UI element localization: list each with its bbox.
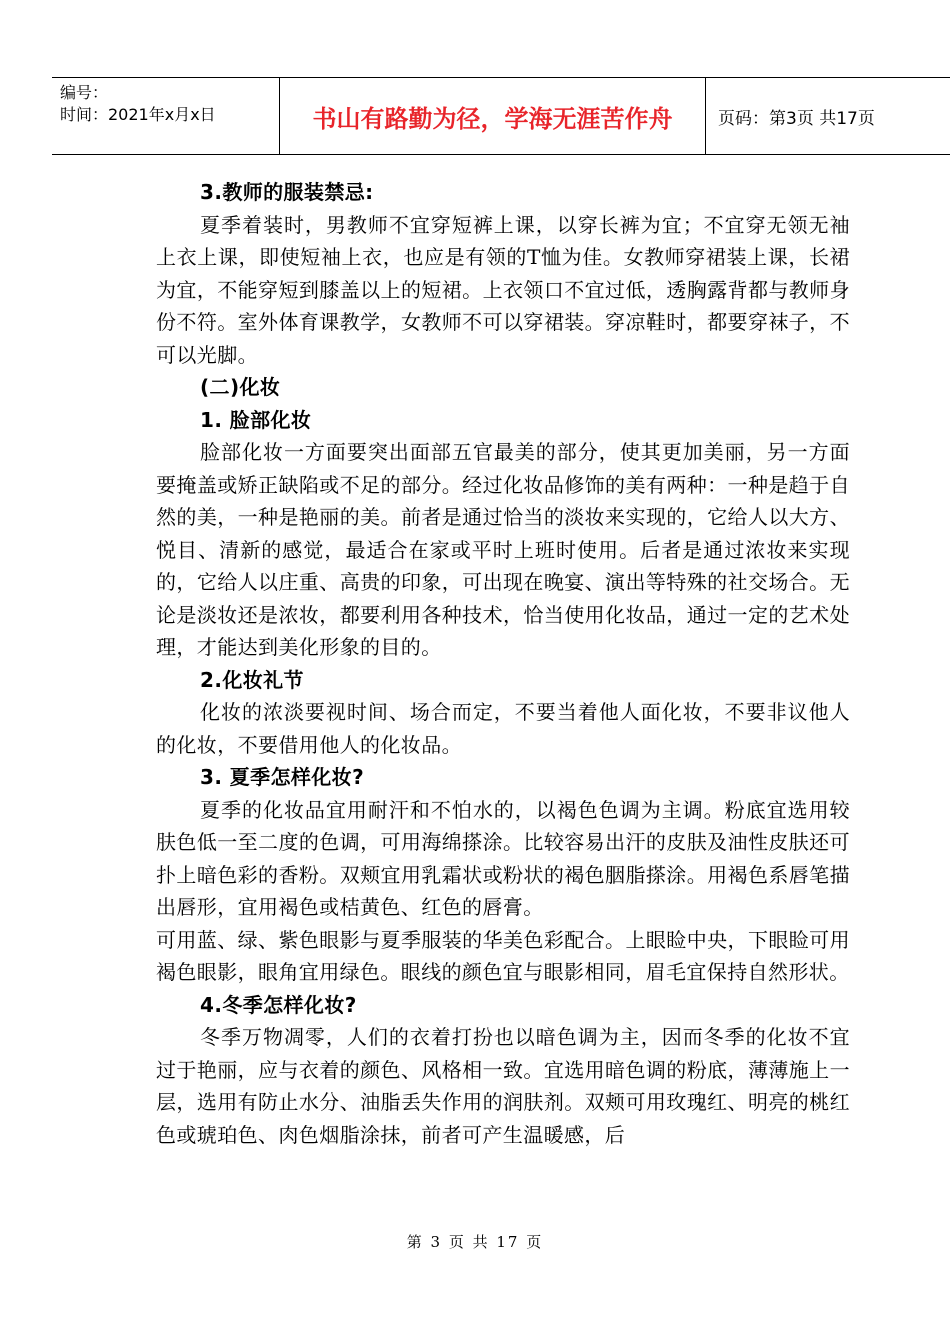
header-meta (52, 78, 280, 154)
section-heading: (二)化妆 (200, 375, 281, 399)
document-body (156, 176, 850, 1151)
body-paragraph: 冬季万物凋零，人们的衣着打扮也以暗色调为主，因而冬季的化妆不宜过于艳丽，应与衣着的颜色、风格相一致。宜选用暗色调的粉底，薄薄施上一层，选用有防止水分、油脂丢失作用的润肤剂。双颊可用玫瑰红、明亮的桃红色或琥珀色、肉色烟脂涂抹，前者可产生温暖感，后 (156, 1025, 850, 1147)
document-time-label: 时间：2021年x月x日 (60, 105, 216, 124)
section-heading: 3.教师的服装禁忌: (200, 180, 374, 204)
section-heading: 2.化妆礼节 (200, 667, 304, 692)
body-paragraph: 夏季着装时，男教师不宜穿短裤上课，以穿长裤为宜；不宜穿无领无袖上衣上课，即使短袖上衣，也应是有领的T恤为佳。女教师穿裙装上课，长裙为宜，不能穿短到膝盖以上的短裙。上衣领口不宜过低，透胸露背都与教师身份不符。室外体育课教学，女教师不可以穿裙装。穿凉鞋时，都要穿袜子，不可以光脚。 (156, 212, 850, 367)
document-number-label: 编号： (60, 83, 109, 102)
body-paragraph: 脸部化妆一方面要突出面部五官最美的部分，使其更加美丽，另一方面要掩盖或矫正缺陷或不足的部分。经过化妆品修饰的美有两种：一种是趋于自然的美，一种是艳丽的美。前者是通过恰当的淡妆来实现的，它给人以大方、悦目、清新的感觉，最适合在家或平时上班时使用。后者是通过浓妆来实现的，它给人以庄重、高贵的印象，可出现在晚宴、演出等特殊的社交场合。无论是淡妆还是浓妆，都要利用各种技术，恰当使用化妆品，通过一定的艺术处理，才能达到美化形象的目的。 (156, 440, 850, 659)
header-page-code: 页码：第3页 共17页 (718, 108, 875, 129)
section-heading: 4.冬季怎样化妆? (200, 992, 357, 1017)
body-paragraph: 夏季的化妆品宜用耐汗和不怕水的，以褐色色调为主调。粉底宜选用较肤色低一至二度的色调，可用海绵搽涂。比较容易出汗的皮肤及油性皮肤还可扑上暗色彩的香粉。双颊宜用乳霜状或粉状的褐色胭脂搽涂。用褐色系唇笔描出唇形，宜用褐色或桔黄色、红色的唇膏。 (156, 797, 850, 919)
body-paragraph: 可用蓝、绿、紫色眼影与夏季服装的华美色彩配合。上眼睑中央，下眼睑可用褐色眼影，眼角宜用绿色。眼线的颜色宜与眼影相同，眉毛宜保持自然形状。 (156, 927, 850, 984)
section-heading: 3. 夏季怎样化妆? (200, 765, 365, 789)
document-header (52, 77, 950, 155)
page-footer: 第 3 页 共 17 页 (406, 1233, 544, 1251)
section-heading: 1. 脸部化妆 (200, 407, 312, 432)
body-paragraph: 化妆的浓淡要视时间、场合而定，不要当着他人面化妆，不要非议他人的化妆，不要借用他人的化妆品。 (156, 700, 850, 757)
header-motto: 书山有路勤为径，学海无涯苦作舟 (280, 78, 706, 154)
